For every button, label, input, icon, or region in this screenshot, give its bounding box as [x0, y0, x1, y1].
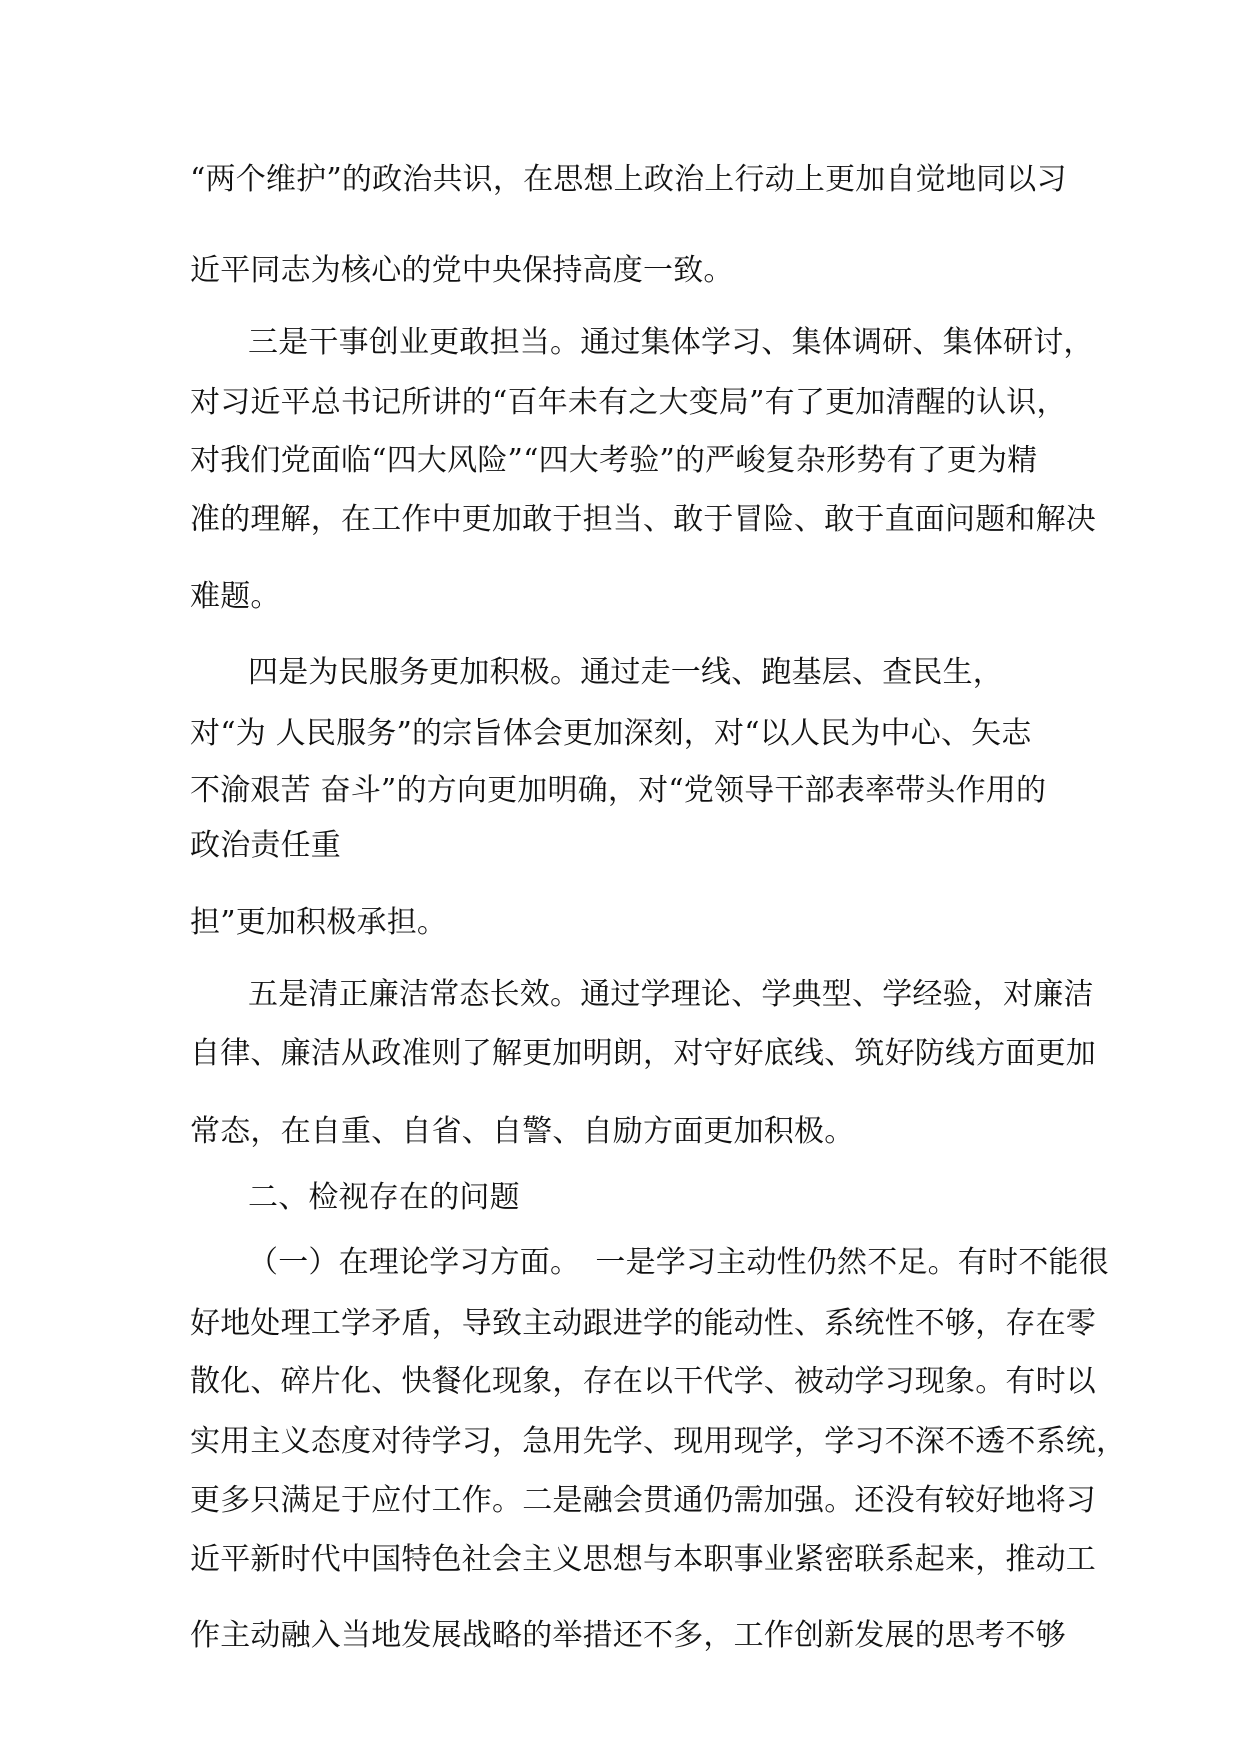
paragraph-line-7: 难题。 — [190, 579, 281, 614]
paragraph-line-4: 对习近平总书记所讲的“百年未有之大变局”有了更加清醒的认识， — [190, 385, 1067, 420]
section-heading: 二、检视存在的问题 — [248, 1180, 520, 1215]
paragraph-line-5: 对我们党面临“四大风险”“四大考验”的严峻复杂形势有了更为精 — [190, 443, 1038, 478]
paragraph-line-12: 担”更加积极承担。 — [190, 905, 448, 940]
paragraph-line-23: 作主动融入当地发展战略的举措还不多，工作创新发展的思考不够 — [190, 1618, 1066, 1653]
paragraph-line-9: 对“为 人民服务”的宗旨体会更加深刻，对“以人民为中心、矢志 — [190, 716, 1032, 751]
paragraph-line-2: 近平同志为核心的党中央保持高度一致。 — [190, 253, 734, 288]
paragraph-line-15: 常态，在自重、自省、自警、自励方面更加积极。 — [190, 1114, 855, 1149]
paragraph-line-19: 散化、碎片化、快餐化现象，存在以干代学、被动学习现象。有时以 — [190, 1364, 1096, 1399]
paragraph-line-1: “两个维护”的政治共识，在思想上政治上行动上更加自觉地同以习 — [190, 162, 1067, 197]
paragraph-line-10: 不渝艰苦 奋斗”的方向更加明确，对“党领导干部表率带头作用的 — [190, 773, 1047, 808]
paragraph-line-21: 更多只满足于应付工作。二是融会贯通仍需加强。还没有较好地将习 — [190, 1483, 1096, 1518]
paragraph-line-14: 自律、廉洁从政准则了解更加明朗，对守好底线、筑好防线方面更加 — [190, 1036, 1096, 1071]
paragraph-line-6: 准的理解，在工作中更加敢于担当、敢于冒险、敢于直面问题和解决 — [190, 502, 1096, 537]
paragraph-line-3: 三是干事创业更敢担当。通过集体学习、集体调研、集体研讨， — [248, 325, 1094, 360]
paragraph-line-18: 好地处理工学矛盾，导致主动跟进学的能动性、系统性不够，存在零 — [190, 1306, 1096, 1341]
paragraph-line-22: 近平新时代中国特色社会主义思想与本职事业紧密联系起来，推动工 — [190, 1542, 1096, 1577]
paragraph-line-13: 五是清正廉洁常态长效。通过学理论、学典型、学经验，对廉洁 — [248, 977, 1094, 1012]
paragraph-line-17: （一）在理论学习方面。 一是学习主动性仍然不足。有时不能很 — [248, 1245, 1109, 1280]
paragraph-line-8: 四是为民服务更加积极。通过走一线、跑基层、查民生， — [248, 655, 1003, 690]
paragraph-line-11: 政治责任重 — [190, 828, 341, 863]
paragraph-line-20: 实用主义态度对待学习，急用先学、现用现学，学习不深不透不系统， — [190, 1424, 1127, 1459]
